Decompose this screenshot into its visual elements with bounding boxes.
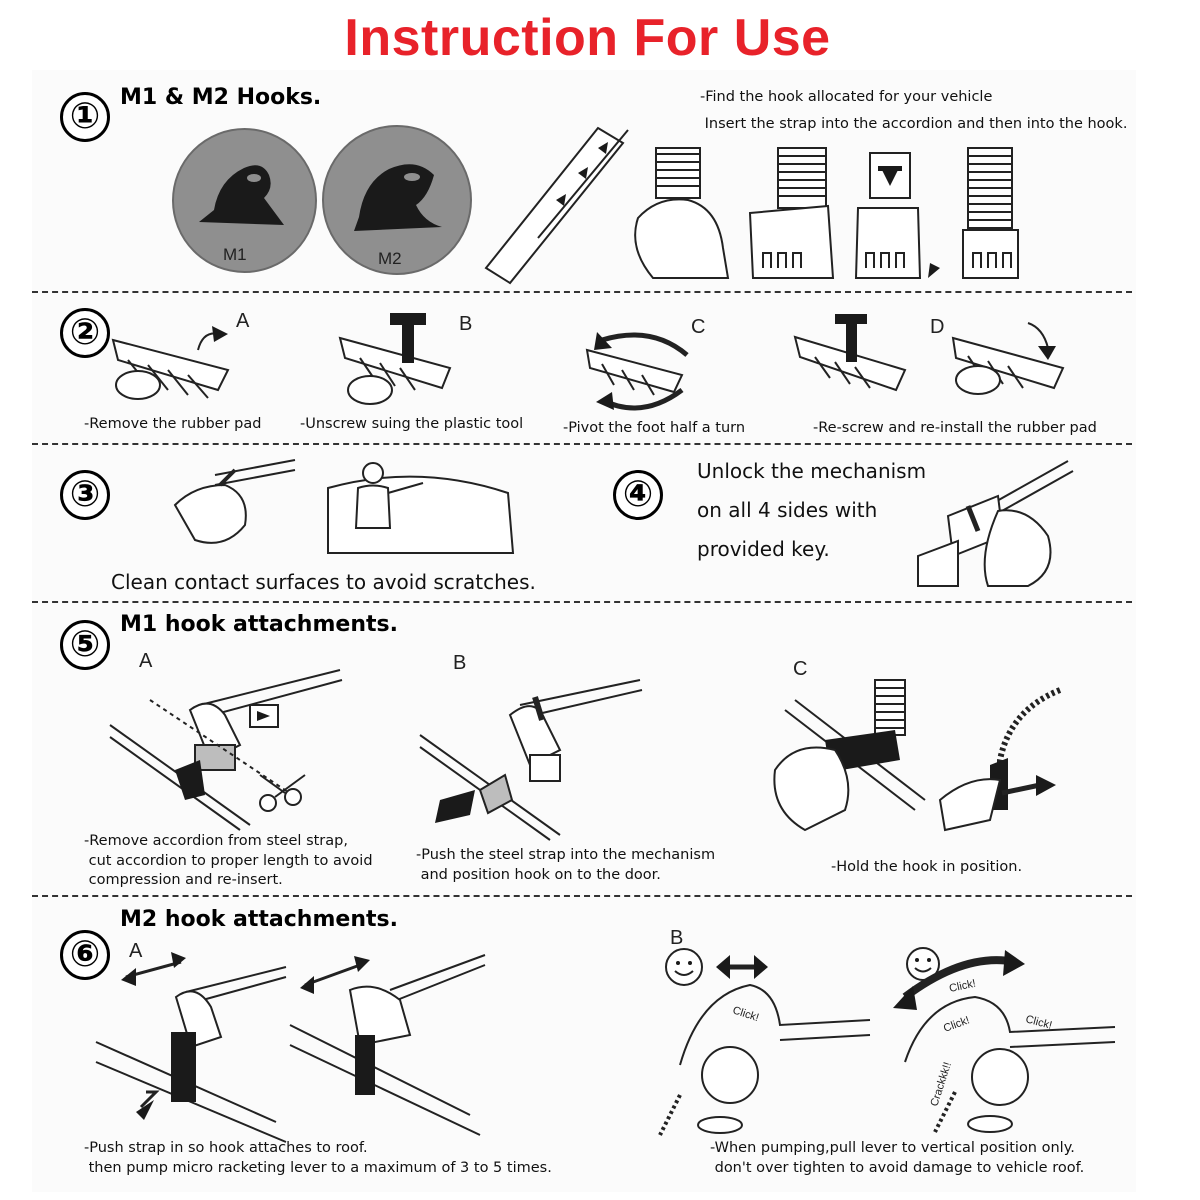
pivot-foot-illustration [572,330,712,430]
click-sound-3: Click! [941,1014,972,1035]
hook-position-illustration [930,680,1070,840]
click-sound-1: Click! [731,1004,761,1025]
step-6-caption-a: -Push strap in so hook attaches to roof. then pump micro racketing lever to a maximum of 3 to 5 times. [84,1140,552,1176]
step-2-letter-d: D [930,316,945,338]
hold-hook-illustration [765,680,935,840]
divider [32,601,1132,603]
step-3-caption: Clean contact surfaces to avoid scratches. [111,570,536,594]
step-2-letter-c: C [691,316,706,338]
step-2-caption-d: -Re-screw and re-install the rubber pad [813,420,1097,436]
push-steel-strap-illustration [420,675,640,835]
step-2-caption-a: -Remove the rubber pad [84,416,262,432]
step-2-letter-b: B [459,313,473,335]
remove-rubber-pad-illustration [108,320,278,410]
step-number-4: ④ [613,470,663,520]
step-4-caption: Unlock the mechanism on all 4 sides with provided key. [697,459,927,561]
step-2-letter-a: A [236,310,250,332]
step-5-caption-c: -Hold the hook in position. [831,859,1023,875]
unlock-key-illustration [918,456,1078,591]
divider [32,291,1132,293]
step-6-heading: M2 hook attachments. [120,907,398,932]
reinstall-rubber-pad-illustration [948,318,1088,418]
step-6-caption-b: -When pumping,pull lever to vertical position only. don't over tighten to avoid damage to vehicle roof. [710,1140,1085,1176]
step-2-caption-c: -Pivot the foot half a turn [563,420,746,436]
step-5-letter-b: B [453,652,467,674]
crack-sound: Crackkk!! [928,1060,955,1108]
unscrew-plastic-tool-illustration [330,308,480,408]
do-not-overtighten-illustration [885,942,1125,1132]
step-5-heading: M1 hook attachments. [120,612,398,637]
page-title: Instruction For Use [344,9,831,67]
step-1-heading: M1 & M2 Hooks. [120,85,322,110]
divider [32,443,1132,445]
step-5-letter-a: A [139,650,153,672]
clean-roof-illustration [328,458,518,558]
step-number-5: ⑤ [60,620,110,670]
lever-vertical-illustration [660,945,880,1135]
step-number-6: ⑥ [60,930,110,980]
click-sound-4: Click! [1024,1013,1054,1032]
step-5-letter-c: C [793,658,808,680]
step-number-1: ① [60,92,110,142]
m1-label: M1 [223,245,247,264]
step-5-caption-a: -Remove accordion from steel strap, cut accordion to proper length to avoid compression and re-insert. [84,833,373,888]
step-1-caption: -Find the hook allocated for your vehicle Insert the strap into the accordion and then into the hook. [700,89,1128,132]
m2-label: M2 [378,249,402,268]
pump-lever-illustration [290,950,490,1120]
clean-hook-illustration [165,455,305,555]
step-number-3: ③ [60,470,110,520]
step-6-letter-b: B [670,927,684,949]
step-6-letter-a: A [129,940,143,962]
push-strap-roof-illustration [96,952,286,1122]
divider [32,895,1132,897]
strap-accordion-illustration [478,118,1138,278]
click-sound-2: Click! [948,977,977,995]
step-2-caption-b: -Unscrew suing the plastic tool [300,416,524,432]
rescrew-illustration [790,312,930,412]
cut-accordion-illustration [110,665,330,825]
step-number-2: ② [60,308,110,358]
step-5-caption-b: -Push the steel strap into the mechanism and position hook on to the door. [416,847,716,883]
